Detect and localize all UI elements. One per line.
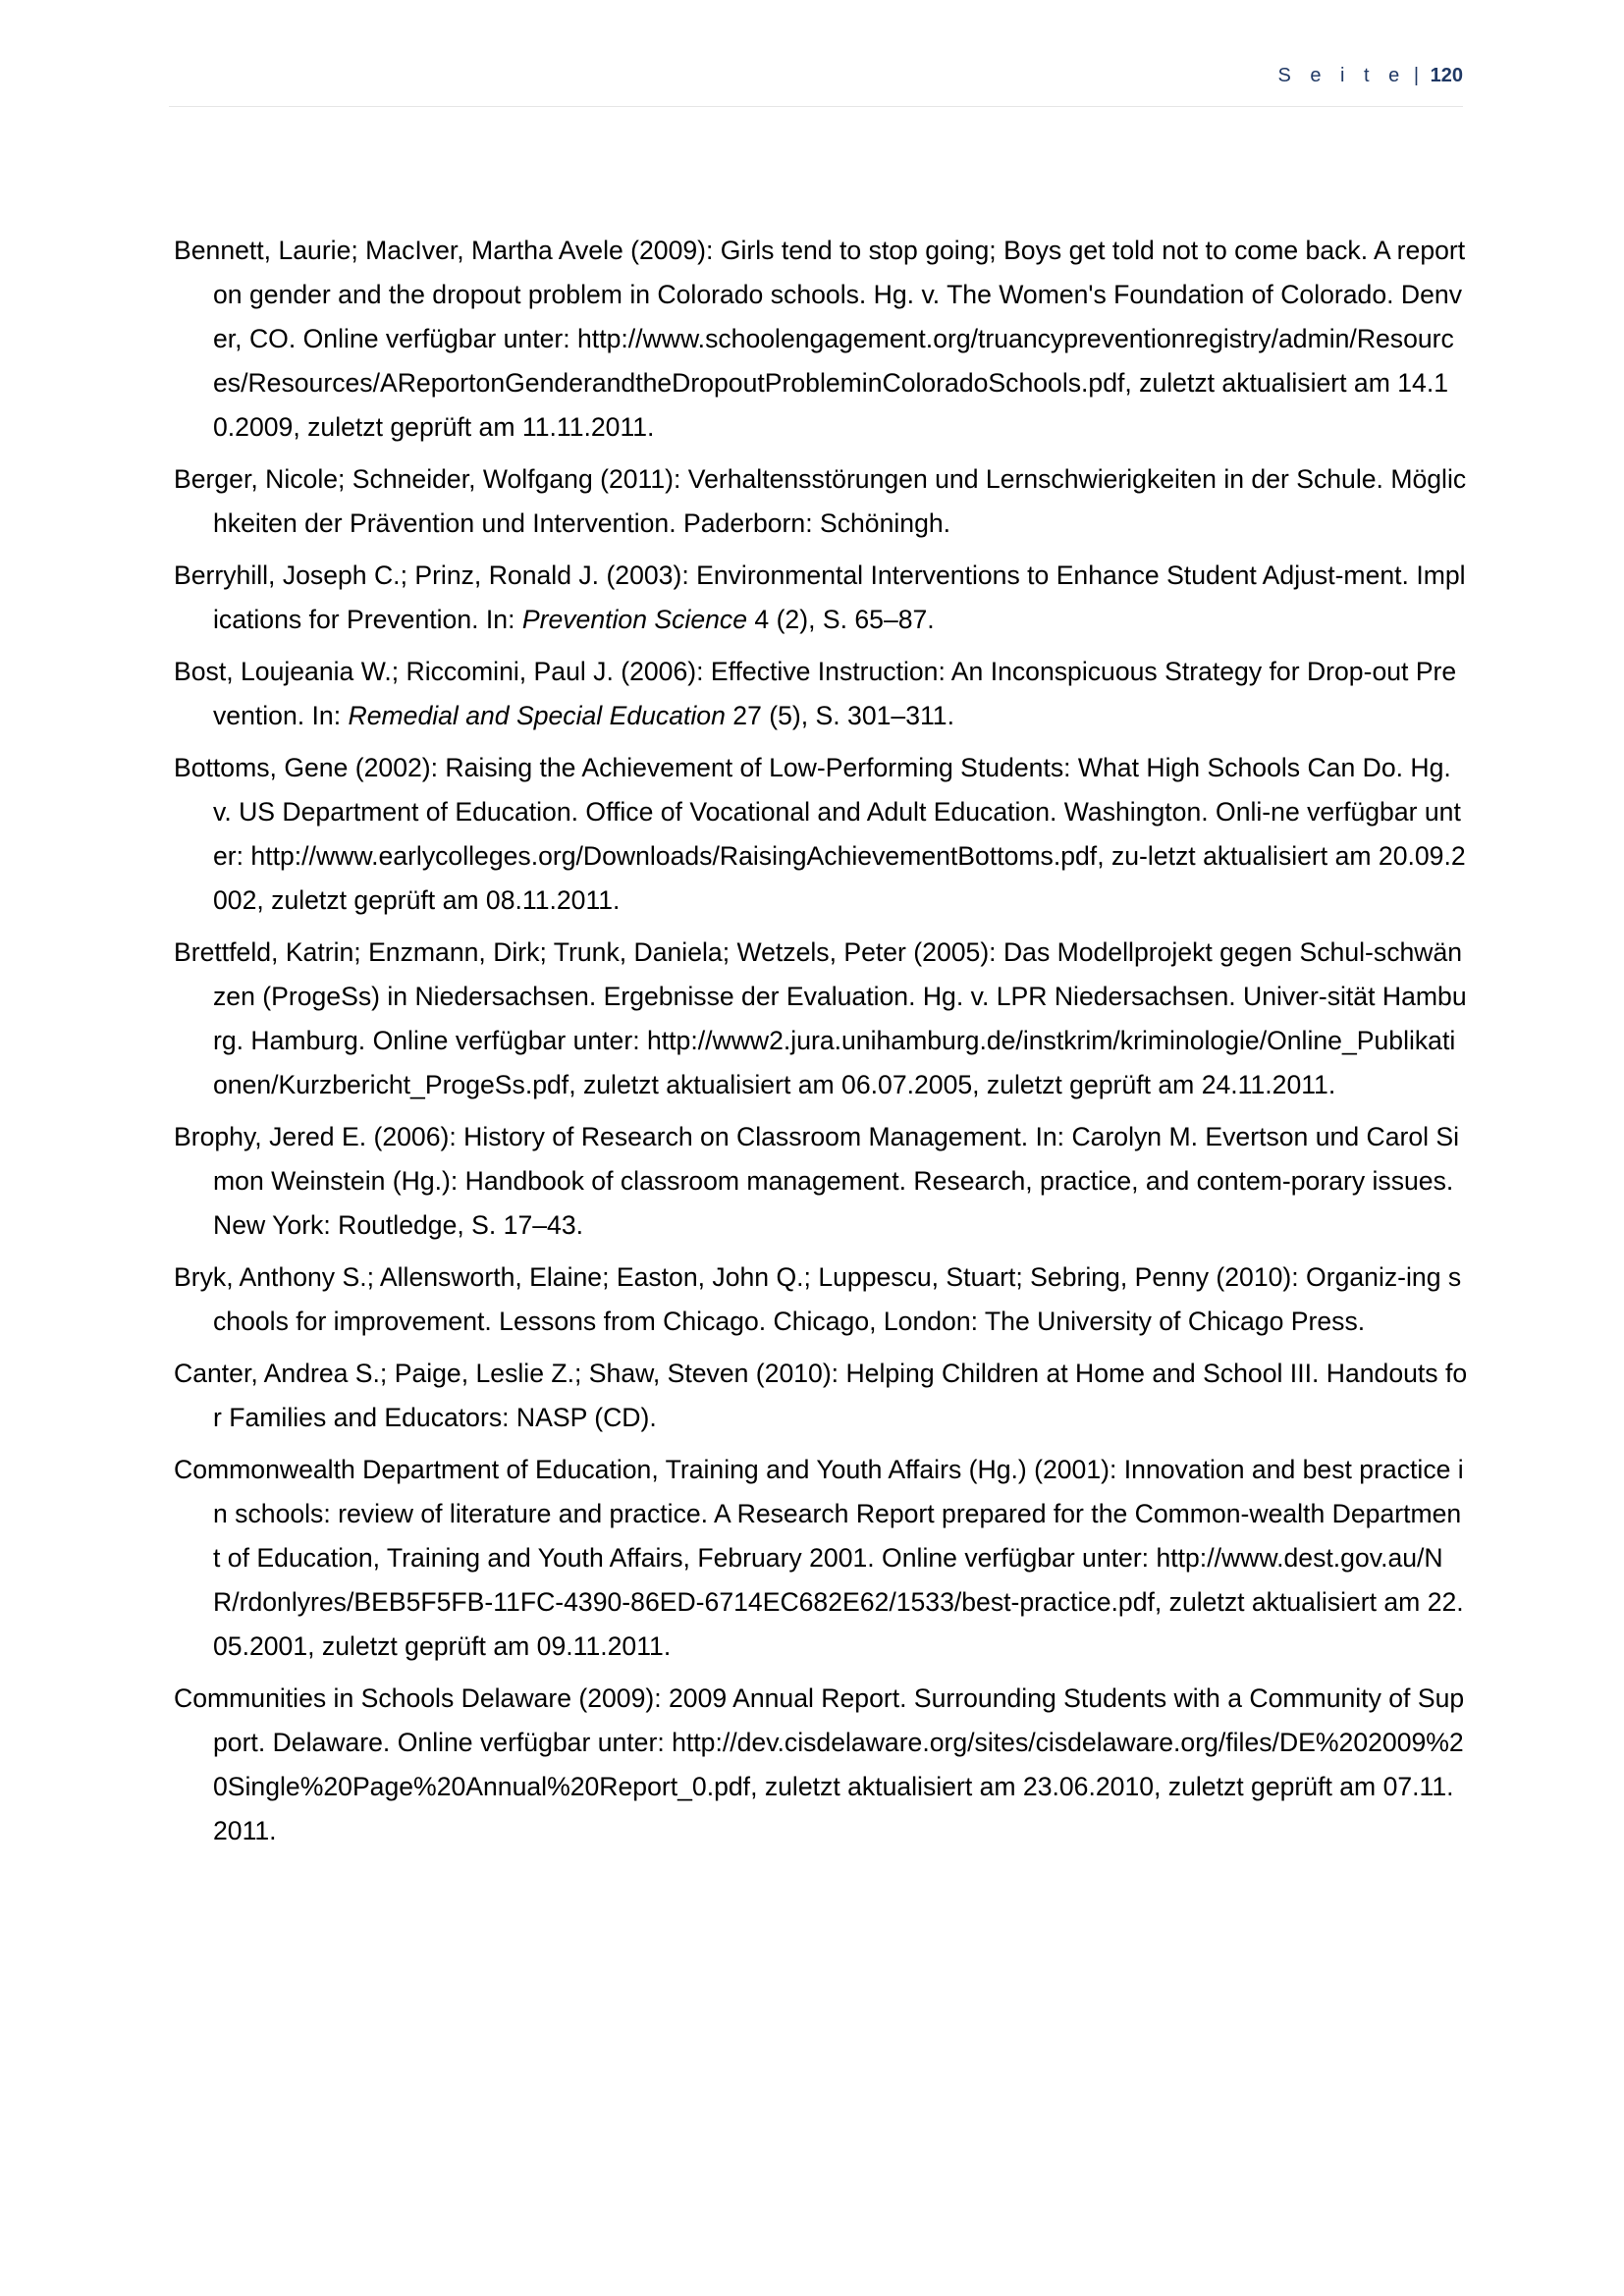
reference-entry [174,457,1468,546]
page-number-label [1277,65,1463,87]
page-label: S e i t e [1277,65,1407,86]
reference-text: Berger, Nicole; Schneider, Wolfgang (2011): Verhaltensstörungen und Lernschwierigkeiten in der Schule. Möglichkeiten der Prävention und Intervention. Paderborn: Schöningh. [174,464,1467,538]
reference-text: Brettfeld, Katrin; Enzmann, Dirk; Trunk, Daniela; Wetzels, Peter (2005): Das Modellprojekt gegen Schul-schwänzen (ProgeSs) in Niedersachsen. Ergebnisse der Evaluation. Hg. v. LPR Niedersachsen. Univer-sität Hamburg. Hamburg. Online verfügbar unter: http://www2.jura.unihamburg.de/instkrim/kriminologie/Online_Publikationen/Kurzbericht_ProgeSs.pdf, zuletzt aktualisiert am 06.07.2005, zuletzt geprüft am 24.11.2011. [174,937,1467,1099]
reference-text: Bennett, Laurie; MacIver, Martha Avele (2009): Girls tend to stop going; Boys get told not to come back. A report on gender and the dropout problem in Colorado schools. Hg. v. The Women's Foundation of Colorado. Denver, CO. Online verfügbar unter: http://www.schoolengagement.org/truancypreventionregistry/admin/Resources/Resources/AReportonGenderandtheDropoutProbleminColoradoSchools.pdf, zuletzt aktualisiert am 14.10.2009, zuletzt geprüft am 11.11.2011. [174,236,1466,442]
reference-entry [174,554,1468,642]
reference-text: Commonwealth Department of Education, Training and Youth Affairs (Hg.) (2001): Innovation and best practice in schools: review of literature and practice. A Research Report prepared for the Common-wealth Department of Education, Training and Youth Affairs, February 2001. Online verfügbar unter: http://www.dest.gov.au/NR/rdonlyres/BEB5F5FB-11FC-4390-86ED-6714EC682E62/1533/best-practice.pdf, zuletzt aktualisiert am 22.05.2001, zuletzt geprüft am 09.11.2011. [174,1455,1464,1661]
reference-text: Communities in Schools Delaware (2009): 2009 Annual Report. Surrounding Students with a Community of Support. Delaware. Online verfügbar unter: http://dev.cisdelaware.org/sites/cisdelaware.org/files/DE%202009%20Single%20Page%20Annual%20Report_0.pdf, zuletzt aktualisiert am 23.06.2010, zuletzt geprüft am 07.11.2011. [174,1683,1465,1845]
reference-text: Bottoms, Gene (2002): Raising the Achievement of Low-Performing Students: What High Schools Can Do. Hg. v. US Department of Education. Office of Vocational and Adult Education. Washington. Onli-ne verfügbar unter: http://www.earlycolleges.org/Downloads/RaisingAchievementBottoms.pdf, zu-letzt aktualisiert am 20.09.2002, zuletzt geprüft am 08.11.2011. [174,753,1466,915]
reference-entry [174,650,1468,738]
reference-entry [174,229,1468,450]
reference-details: 27 (5), S. 301–311. [725,701,954,730]
reference-text: Canter, Andrea S.; Paige, Leslie Z.; Shaw, Steven (2010): Helping Children at Home and School III. Handouts for Families and Educators: NASP (CD). [174,1359,1468,1432]
reference-journal: Prevention Science [521,605,747,634]
reference-entry [174,1115,1468,1248]
reference-text: Berryhill, Joseph C.; Prinz, Ronald J. (2003): Environmental Interventions to Enhance Student Adjust-ment. Implications for Prevention. In: [174,561,1466,634]
reference-entry [174,1448,1468,1669]
reference-text: Bryk, Anthony S.; Allensworth, Elaine; Easton, John Q.; Luppescu, Stuart; Sebring, Penny (2010): Organiz-ing schools for improvement. Lessons from Chicago. Chicago, London: The University of Chicago Press. [174,1262,1462,1336]
reference-entry [174,1255,1468,1344]
page-number: 120 [1430,65,1463,86]
reference-text: Bost, Loujeania W.; Riccomini, Paul J. (2006): Effective Instruction: An Inconspicuous Strategy for Drop-out Prevention. In: [174,657,1457,730]
reference-entry [174,1677,1468,1853]
page-header [169,61,1463,107]
reference-entry [174,931,1468,1107]
reference-journal: Remedial and Special Education [348,701,726,730]
reference-entry [174,1352,1468,1440]
reference-entry [174,746,1468,923]
reference-details: 4 (2), S. 65–87. [747,605,935,634]
reference-text: Brophy, Jered E. (2006): History of Research on Classroom Management. In: Carolyn M. Evertson und Carol Simon Weinstein (Hg.): Handbook of classroom management. Research, practice, and contem-porary issues. New York: Routledge, S. 17–43. [174,1122,1460,1240]
reference-list [174,229,1468,1861]
page-separator: | [1413,65,1420,86]
